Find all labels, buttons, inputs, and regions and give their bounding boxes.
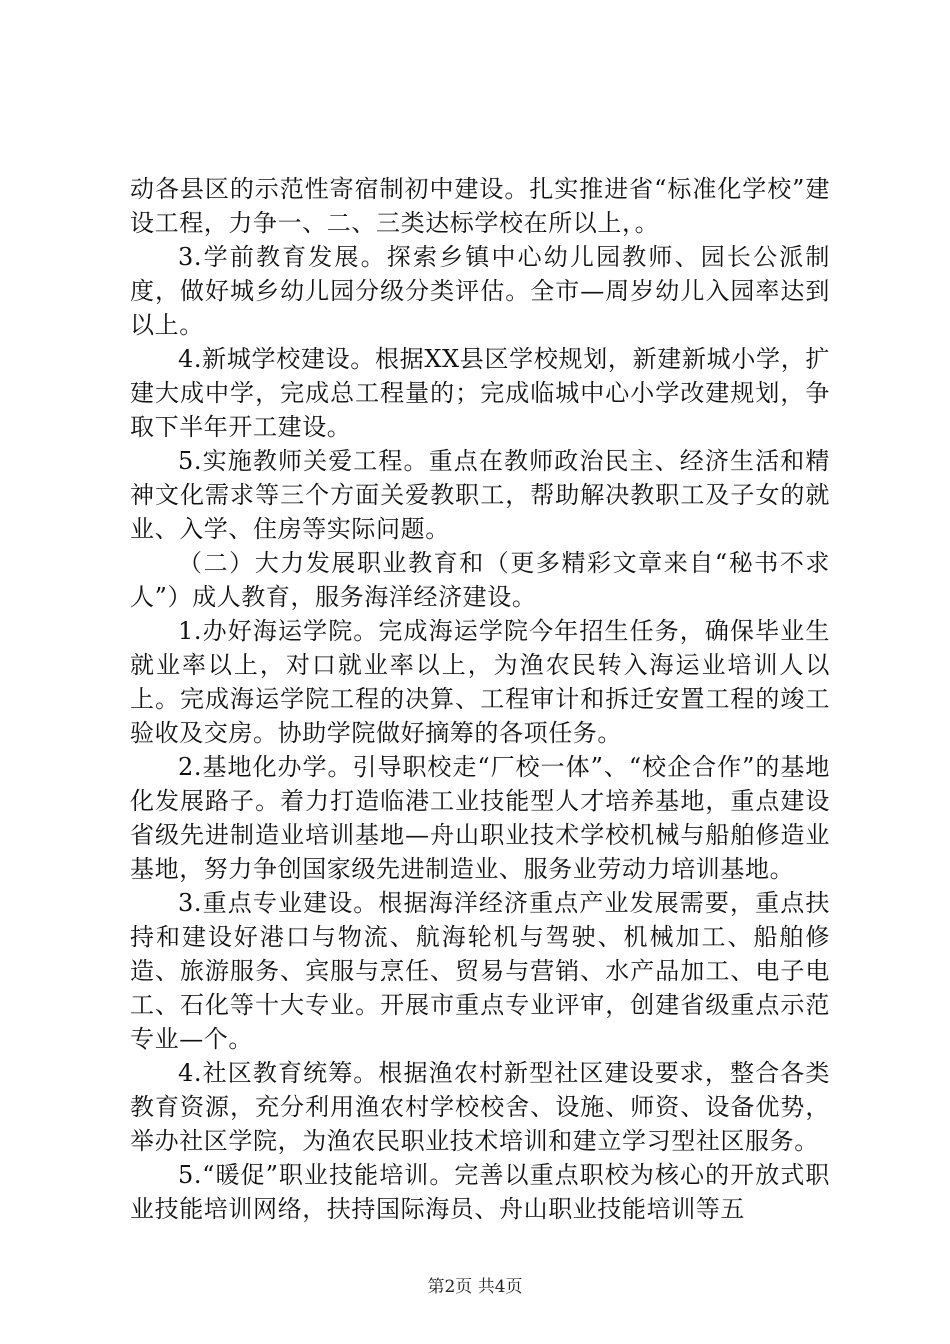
paragraph-base-schooling: 2.基地化办学。引导职校走“厂校一体”、“校企合作”的基地化发展路子。着力打造临港工业技能型人才培养基地，重点建设省级先进制造业培训基地—舟山职业技术学校机械与船舶修造业基地，努力争创国家级先进制造业、服务业劳动力培训基地。: [130, 753, 830, 883]
document-body: [130, 172, 830, 1226]
paragraph-preschool-education: 3.学前教育发展。探索乡镇中心幼儿园教师、园长公派制度，做好城乡幼儿园分级分类评估。全市—周岁幼儿入园率达到以上。: [130, 243, 830, 339]
paragraph-community-education: 4.社区教育统筹。根据渔农村新型社区建设要求，整合各类教育资源，充分利用渔农村学校校舍、设施、师资、设备优势，举办社区学院，为渔农民职业技术培训和建立学习型社区服务。: [130, 1059, 830, 1155]
paragraph-continuation: 动各县区的示范性寄宿制初中建设。扎实推进省“标准化学校”建设工程，力争一、二、三类达标学校在所以上，。: [130, 175, 830, 237]
paragraph-key-majors: 3.重点专业建设。根据海洋经济重点产业发展需要，重点扶持和建设好港口与物流、航海轮机与驾驶、机械加工、船舶修造、旅游服务、宾服与烹任、贸易与营销、水产品加工、电子电工、石化等十大专业。开展市重点专业评审，创建省级重点示范专业—个。: [130, 889, 830, 1053]
page-number-footer: 第2页 共4页: [427, 1277, 523, 1297]
paragraph-skills-training: 5.“暖促”职业技能培训。完善以重点职校为核心的开放式职业技能培训网络，扶持国际海员、舟山职业技能培训等五: [130, 1161, 830, 1223]
section-heading-vocational-education: （二）大力发展职业教育和（更多精彩文章来自“秘书不求人”）成人教育，服务海洋经济建设。: [130, 549, 830, 611]
paragraph-maritime-college: 1.办好海运学院。完成海运学院今年招生任务，确保毕业生就业率以上，对口就业率以上，为渔农民转入海运业培训人以上。完成海运学院工程的决算、工程审计和拆迁安置工程的竣工验收及交房。协助学院做好摘筹的各项任务。: [130, 617, 830, 747]
paragraph-new-city-schools: 4.新城学校建设。根据XX县区学校规划，新建新城小学，扩建大成中学，完成总工程量的；完成临城中心小学改建规划，争取下半年开工建设。: [130, 345, 830, 441]
paragraph-teacher-care: 5.实施教师关爱工程。重点在教师政治民主、经济生活和精神文化需求等三个方面关爱教职工，帮助解决教职工及子女的就业、入学、住房等实际问题。: [130, 447, 830, 543]
